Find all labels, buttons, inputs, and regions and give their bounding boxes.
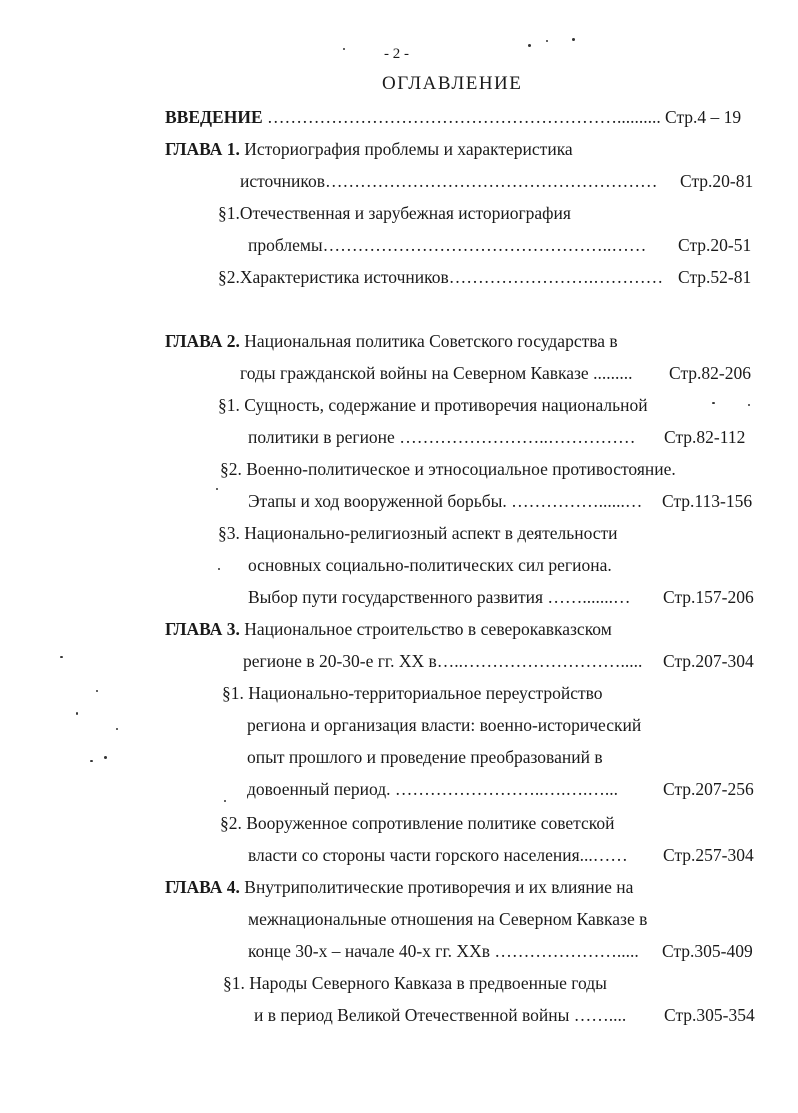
- scan-speck: [216, 488, 218, 490]
- chapter-1-title-cont: источников…………………………………………………: [240, 171, 658, 191]
- chapter-4-title: Внутриполитические противоречия и их влияние на: [239, 877, 634, 897]
- page-title: ОГЛАВЛЕНИЕ: [382, 73, 523, 94]
- chapter-3-label: ГЛАВА 3.: [165, 619, 240, 639]
- section-3-2-title-cont: власти со стороны части горского населения...……: [248, 845, 628, 865]
- chapter-4-label: ГЛАВА 4.: [165, 877, 240, 897]
- section-3-2-title: §2. Вооруженное сопротивление политике советской: [220, 813, 615, 833]
- chapter-2-heading: [165, 330, 618, 352]
- section-2-1-title: §1. Сущность, содержание и противоречия национальной: [218, 395, 648, 415]
- section-3-1-title-cont-2: опыт прошлого и проведение преобразований в: [247, 747, 603, 767]
- chapter-3-heading: [165, 618, 612, 640]
- page-number: - 2 -: [384, 46, 409, 62]
- scan-speck: [76, 712, 78, 715]
- chapter-1-heading: [165, 138, 573, 160]
- chapter-4-page-ref: Стр.305-409: [662, 941, 753, 961]
- intro-page-ref: Стр.4 – 19: [665, 107, 742, 127]
- chapter-1-label: ГЛАВА 1.: [165, 139, 240, 159]
- section-2-1-title-cont: политики в регионе ……………………..……………: [248, 427, 636, 447]
- section-1-1-title: §1.Отечественная и зарубежная историография: [218, 203, 571, 223]
- section-4-1-page-ref: Стр.305-354: [664, 1005, 755, 1025]
- chapter-1-title: Историография проблемы и характеристика: [239, 139, 573, 159]
- chapter-4-title-cont-2: конце 30-х – начале 40-х гг. ХХв ………………….....: [248, 941, 639, 961]
- chapter-1-page-ref: Стр.20-81: [680, 171, 754, 191]
- section-3-2-page-ref: Стр.257-304: [663, 845, 754, 865]
- section-1-2-title: §2.Характеристика источников…………………….…………: [218, 267, 664, 287]
- scan-speck: [572, 38, 575, 41]
- section-3-1-title-cont: региона и организация власти: военно-исторический: [247, 715, 642, 735]
- section-2-3-title-cont: основных социально-политических сил региона.: [248, 555, 612, 575]
- chapter-3-page-ref: Стр.207-304: [663, 651, 754, 671]
- scan-speck: [546, 40, 548, 42]
- section-1-1-page-ref: Стр.20-51: [678, 235, 752, 255]
- scan-speck: [528, 44, 531, 47]
- chapter-4-title-cont: межнациональные отношения на Северном Кавказе в: [248, 909, 648, 929]
- chapter-2-title: Национальная политика Советского государства в: [239, 331, 618, 351]
- intro-dots: ……………………………………………………..........: [262, 107, 661, 127]
- toc-entry-intro: [165, 106, 661, 128]
- section-1-1-title-cont: проблемы…………………………………………..……: [248, 235, 647, 255]
- scan-speck: [90, 760, 93, 762]
- scan-speck: [224, 800, 226, 802]
- chapter-3-title: Национальное строительство в северокавказском: [239, 619, 612, 639]
- chapter-2-title-cont: годы гражданской войны на Северном Кавказе .........: [240, 363, 633, 383]
- chapter-3-title-cont: регионе в 20-30-е гг. ХХ в…..……………………….....: [243, 651, 643, 671]
- scan-speck: [712, 402, 715, 404]
- section-2-1-page-ref: Стр.82-112: [664, 427, 746, 447]
- section-2-2-title-cont: Этапы и ход вооруженной борьбы. ……………......…: [248, 491, 643, 511]
- section-2-3-title: §3. Национально-религиозный аспект в деятельности: [218, 523, 618, 543]
- scan-speck: [218, 568, 220, 570]
- chapter-2-label: ГЛАВА 2.: [165, 331, 240, 351]
- section-2-3-page-ref: Стр.157-206: [663, 587, 754, 607]
- section-4-1-title-cont: и в период Великой Отечественной войны ……....: [254, 1005, 627, 1025]
- section-1-2-page-ref: Стр.52-81: [678, 267, 752, 287]
- section-2-2-page-ref: Стр.113-156: [662, 491, 753, 511]
- section-4-1-title: §1. Народы Северного Кавказа в предвоенные годы: [223, 973, 607, 993]
- section-3-1-title-cont-3: довоенный период. ……………………..….….…...: [247, 779, 619, 799]
- scan-speck: [343, 48, 345, 50]
- section-2-3-title-cont-2: Выбор пути государственного развития …….......…: [248, 587, 631, 607]
- scan-speck: [96, 690, 98, 692]
- scan-speck: [116, 728, 118, 730]
- section-3-1-page-ref: Стр.207-256: [663, 779, 754, 799]
- section-2-2-title: §2. Военно-политическое и этносоциальное противостояние.: [220, 459, 676, 479]
- section-3-1-title: §1. Национально-территориальное переустройство: [222, 683, 603, 703]
- intro-label: ВВЕДЕНИЕ: [165, 107, 263, 127]
- scan-speck: [748, 404, 750, 406]
- scan-speck: [60, 656, 63, 658]
- scan-speck: [104, 756, 107, 759]
- chapter-2-page-ref: Стр.82-206: [669, 363, 752, 383]
- chapter-4-heading: [165, 876, 633, 898]
